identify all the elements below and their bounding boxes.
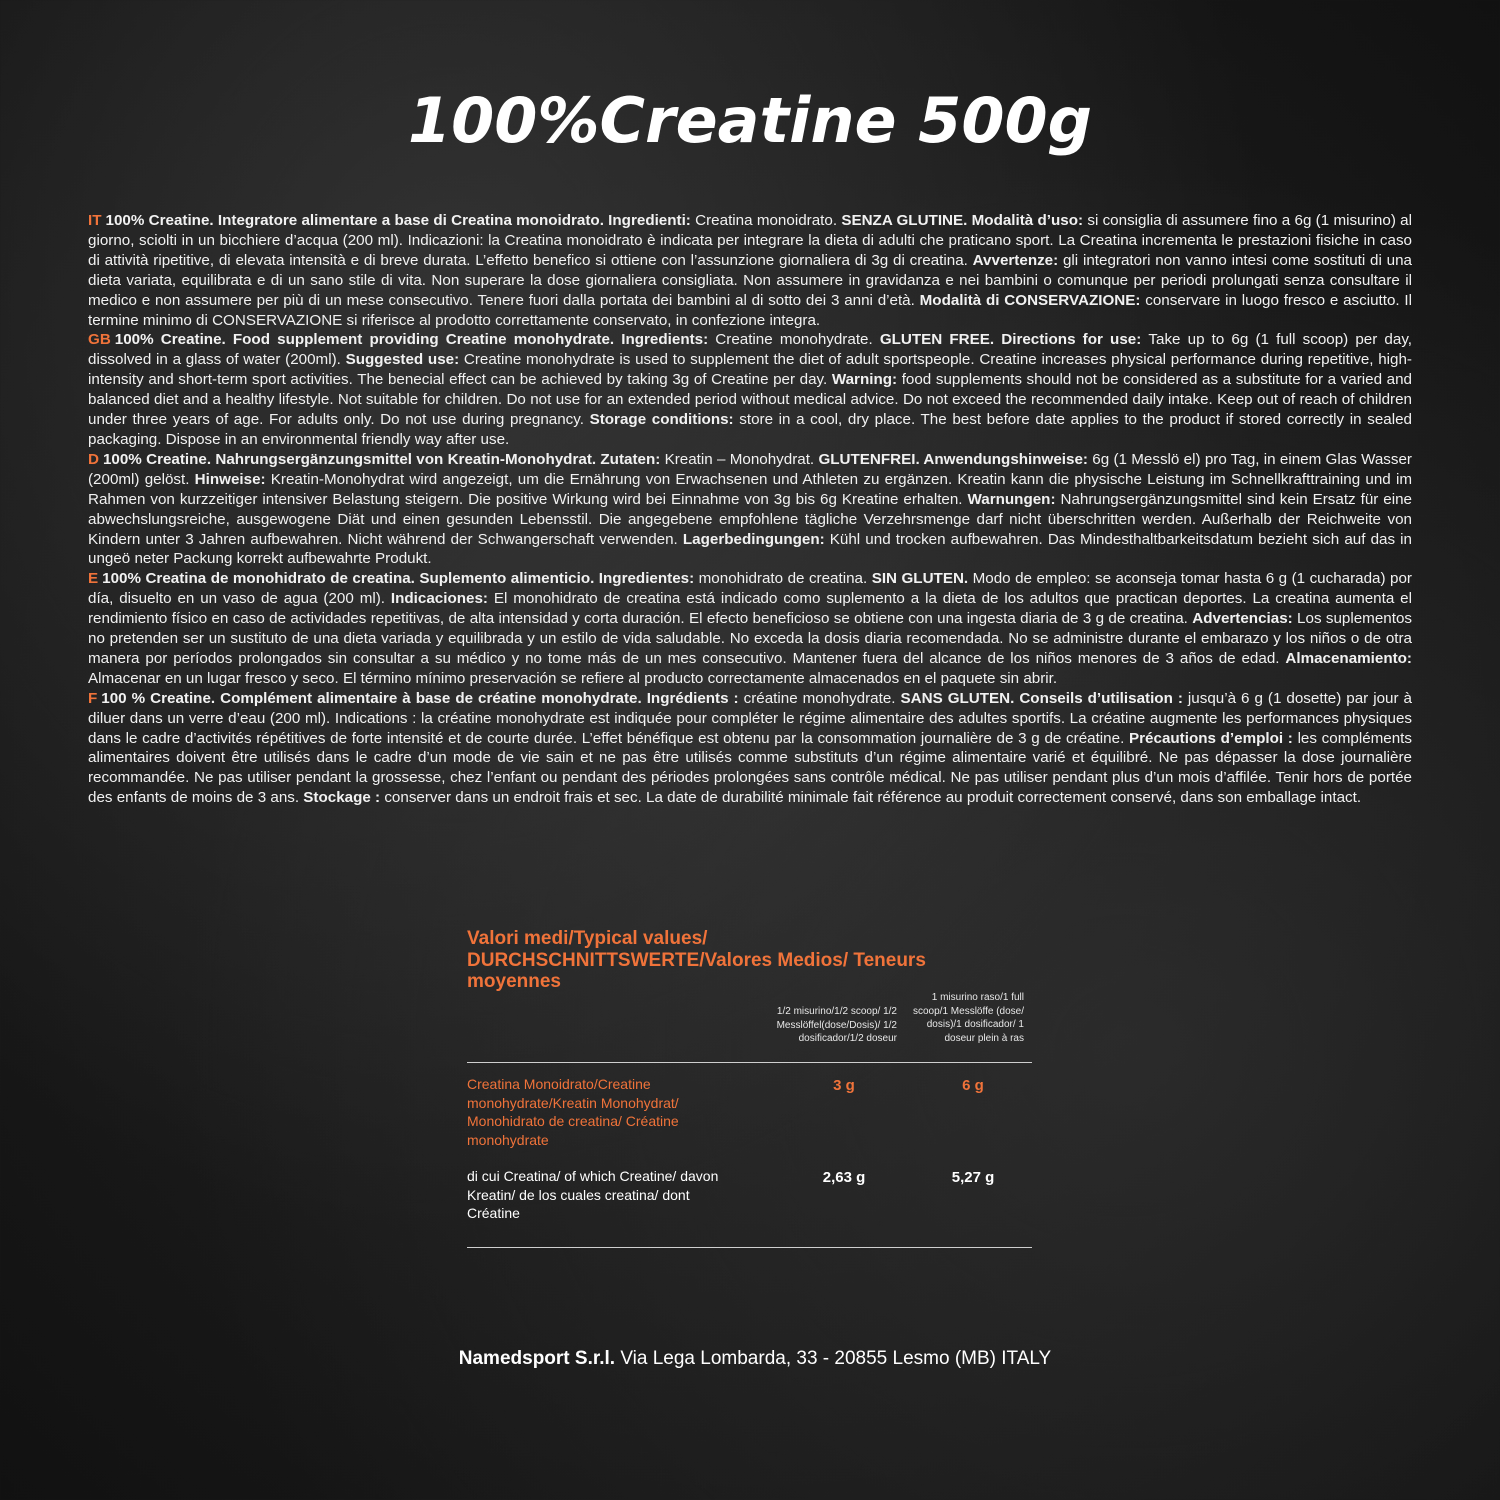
language-code: F	[88, 689, 98, 707]
label-heading-text: GLUTEN FREE. Directions for use:	[879, 331, 1149, 349]
label-heading-text: Suggested use:	[345, 351, 464, 369]
section-it	[88, 211, 1412, 330]
table-cell-value: 3 g	[833, 1077, 855, 1094]
label-body-text: Modo de empleo: se aconseja tomar hasta 6 g (1 cucharada) por día, disuelto en un vaso de agua (200 ml).	[88, 570, 1412, 608]
label-heading-text: 100% Creatine. Integratore alimentare a base di Creatina monoidrato. Ingredienti:	[105, 212, 696, 229]
language-code: E	[88, 570, 99, 588]
label-body-text: El monohidrato de creatina está indicado como suplemento a la dieta de los adultos que practican deportes. La creatina aumenta el rendimiento físico en caso de actividades repetitivas, de alta intensidad y corta duración. El efecto beneficioso se obtiene con una ingesta diaria de 3 g de creatina.	[88, 590, 1412, 628]
label-heading-text: 100% Creatina de monohidrato de creatina. Suplemento alimenticio. Ingredientes:	[102, 570, 699, 588]
label-body-text: conservare in luogo fresco e asciutto. Il termine minimo di CONSERVAZIONE si riferisce al prodotto correttamente conservato, in confezione integra.	[88, 291, 1413, 329]
column-header-full-scoop: 1 misurino raso/1 full scoop/1 Messlöffe (dose/ dosis)/1 dosificador/ 1 doseur plein à ras	[913, 992, 1024, 1044]
label-body-text: les compléments alimentaires doivent être utilisés dans le cadre d’un mode de vie sain et ne pas être utilisés comme substituts d’un régime alimentaire varié et équilibré. Ne pas dépasser la dose journalière recommandée. Ne pas utiliser pendant la grossesse, chez l’enfant ou pendant des périodes prolongées sans contrôle médical. Ne pas utiliser pendant plus d’un mois d’affilée. Tenir hors de portée des enfants de moins de 3 ans.	[88, 729, 1412, 807]
label-heading-text: 100% Creatine. Nahrungsergänzungsmittel von Kreatin-Monohydrat. Zutaten:	[102, 450, 665, 468]
section-d	[88, 450, 1412, 569]
label-body-text: Los suplementos no pretenden ser un sustituto de una dieta variada y equilibrada y un estilo de vida saludable. No exceda la dosis diaria recomendada. No se administre durante el embarazo y los niños o de otra manera por períodos prolongados sin consultar a su médico y no tome más de un mes consecutivo. Mantener fuera del alcance de los niños menores de 3 años de edad.	[88, 610, 1412, 667]
label-heading-text: Storage conditions:	[589, 411, 740, 429]
label-body-text: conserver dans un endroit frais et sec. La date de durabilité minimale fait référence au produit correctement conservé, dans son emballage intact.	[384, 789, 1362, 807]
company-name: Namedsport	[458, 1348, 570, 1369]
table-row-label: di cui Creatina/ of which Creatine/ davon Kreatin/ de los cuales creatina/ dont Créatine	[467, 1168, 719, 1221]
label-body-text: Kreatin – Monohydrat.	[664, 450, 819, 468]
section-e	[88, 569, 1412, 688]
label-heading-text: Modalità di CONSERVAZIONE:	[919, 291, 1146, 309]
table-cell-value: 2,63 g	[822, 1169, 866, 1186]
label-heading-text: Stockage :	[303, 789, 385, 807]
product-title: 100%Creatine 500g	[408, 84, 1092, 157]
label-heading-text: Indicaciones:	[390, 590, 494, 608]
language-code: IT	[88, 212, 102, 229]
label-heading-text: Hinweise:	[194, 470, 271, 488]
label-body-text: Almacenar en un lugar fresco y seco. El término mínimo preservación se refiere al producto correctamente almacenados en el paquete sin abrir.	[88, 669, 1058, 687]
label-body-text: Creatina monoidrato.	[695, 212, 842, 229]
label-heading-text: GLUTENFREI. Anwendungshinweise:	[818, 450, 1093, 468]
label-heading-text: 100 % Creatine. Complément alimentaire à base de créatine monohydrate. Ingrédients :	[101, 689, 744, 707]
label-text-block	[88, 211, 1412, 808]
label-heading-text: Précautions d’emploi :	[1129, 729, 1298, 747]
label-heading-text: SIN GLUTEN.	[871, 570, 973, 588]
company-address: Via Lega Lombarda, 33 - 20855 Lesmo (MB) ITALY	[620, 1348, 1052, 1369]
label-heading-text: Avvertenze:	[972, 251, 1063, 269]
section-f	[88, 689, 1412, 808]
label-body-text: Kühl und trocken aufbewahren. Das Mindesthaltbarkeitsdatum bezieht sich auf das in ungeö neter Packung korrekt aufbewahrte Produkt.	[88, 530, 1413, 568]
label-heading-text: SENZA GLUTINE. Modalità d’uso:	[841, 212, 1088, 229]
label-heading-text: Advertencias:	[1192, 610, 1298, 628]
label-body-text: monohidrato de creatina.	[698, 570, 872, 588]
manufacturer-address	[0, 1348, 1500, 1370]
company-suffix: S.r.l.	[574, 1348, 616, 1369]
label-body-text: gli integratori non vanno intesi come sostituti di una dieta variata, equilibrata e di un sano stile di vita. Non superare la dose giornaliera consigliata. Non assumere in gravidanza e nei bambini o comunque per periodi prolungati senza consultare il medico e non assumere per più di un mese consecutivo. Tenere fuori dalla portata dei bambini al di sotto dei 3 anni d’età.	[88, 251, 1412, 309]
label-heading-text: Almacenamiento:	[1285, 649, 1412, 667]
section-gb	[88, 330, 1412, 449]
label-body-text: si consiglia di assumere fino a 6g (1 misurino) al giorno, sciolti in un bicchiere d’acqua (200 ml). Indicazioni: la Creatina monoidrato è indicata per integrare la dieta di adulti che praticano sport. La Creatina incrementa le prestazioni fisiche in caso di attività ripetitive, di elevata intensità e di breve durata. L’effetto benefico si ottiene con l’assunzione giornaliera di 3g di creatina.	[88, 212, 1412, 269]
nutrition-table	[467, 928, 1032, 1248]
label-body-text: Take up to 6g (1 full scoop) per day, dissolved in a glass of water (200ml).	[88, 331, 1413, 369]
label-body-text: Creatine monohydrate.	[715, 331, 880, 349]
label-body-text: jusqu’à 6 g (1 dosette) par jour à diluer dans un verre d’eau (200 ml). Indications : la créatine monohydrate est indiquée pour compléter le régime alimentaire des adultes sportifs. La créatine augmente les performances physiques dans le cadre d’activités répétitives de forte intensité et de courte durée. L’effet bénéfique est obtenu par la consommation journalière de 3 g de créatine.	[88, 689, 1412, 747]
table-divider-top	[467, 1062, 1032, 1063]
table-cell-value: 5,27 g	[951, 1169, 995, 1186]
language-code: D	[88, 450, 99, 468]
label-body-text: store in a cool, dry place. The best before date applies to the product if stored correctly in sealed packaging. Dispose in an environmental friendly way after use.	[88, 411, 1412, 448]
label-heading-text: Warnungen:	[967, 490, 1061, 508]
label-heading-text: Warning:	[831, 371, 902, 389]
column-header-half-scoop: 1/2 misurino/1/2 scoop/ 1/2 Messlöffel(dose/Dosis)/ 1/2 dosificador/1/2 doseur	[776, 1006, 897, 1044]
label-heading-text: Lagerbedingungen:	[682, 530, 830, 548]
label-heading-text: SANS GLUTEN. Conseils d’utilisation :	[900, 689, 1188, 707]
label-body-text: 6g (1 Messlö el) pro Tag, in einem Glas Wasser (200ml) gelöst.	[88, 450, 1412, 488]
label-body-text: Creatine monohydrate is used to supplement the diet of adult sportspeople. Creatine increases physical performance during repetitive, high-intensity and short-term sport activities. The benecial effect can be achieved by taking 3g of Creatine per day.	[88, 351, 1412, 389]
label-body-text: Kreatin-Monohydrat wird angezeigt, um die Ernährung von Erwachsenen und Athleten zu ergänzen. Kreatin kann die physische Leistung im Schnellkrafttraining und im Rahmen von kurzzeitiger intensiver Belastung steigern. Die positive Wirkung wird bei Einnahme von 3g bis 6g Kreatine erhalten.	[88, 470, 1412, 508]
language-code: GB	[88, 331, 111, 349]
label-heading-text: 100% Creatine. Food supplement providing Creatine monohydrate. Ingredients:	[114, 331, 716, 349]
label-body-text: créatine monohydrate.	[743, 689, 901, 707]
label-body-text: Nahrungsergänzungsmittel sind kein Ersatz für eine abwechslungsreiche, ausgewogene Diät und einen gesunden Lebensstil. Die angegebene empfohlene tägliche Verzehrsmenge darf nicht überschritten werden. Außerhalb der Reichweite von Kindern unter 3 Jahren aufbewahren. Nicht während der Schwangerschaft verwenden.	[88, 490, 1412, 548]
table-divider-bottom	[467, 1247, 1032, 1248]
table-title: Valori medi/Typical values/ DURCHSCHNITTSWERTE/Valores Medios/ Teneurs moyennes	[467, 928, 926, 992]
label-body-text: food supplements should not be considered as a substitute for a varied and balanced diet and a healthy lifestyle. Not suitable for children. Do not use for an extended period without medical advice. Do not exceed the recommended daily intake. Keep out of reach of children under three years of age. For adults only. Do not use during pregnancy.	[88, 371, 1412, 429]
table-row-label: Creatina Monoidrato/Creatine monohydrate/Kreatin Monohydrat/ Monohidrato de creatina/ Créatine monohydrate	[467, 1076, 679, 1148]
table-cell-value: 6 g	[962, 1077, 984, 1094]
